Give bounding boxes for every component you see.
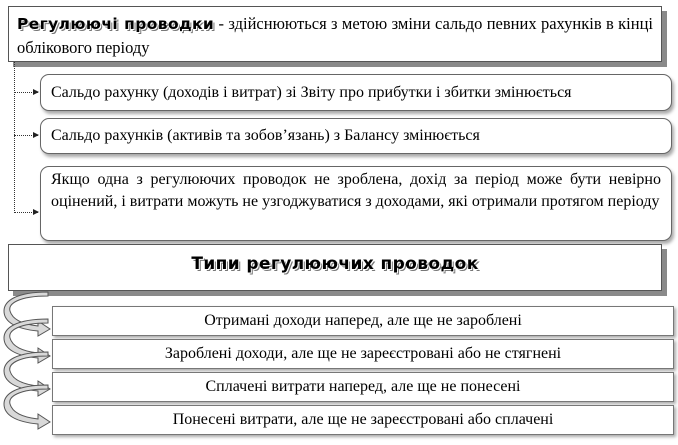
effect-text: Сальдо рахунків (активів та зобов’язань) з Балансу змінюється bbox=[51, 127, 480, 144]
type-item-unearned-revenue bbox=[52, 306, 674, 336]
type-item-text: Понесені витрати, але ще не зареєстровані або сплачені bbox=[172, 411, 554, 428]
type-item-text: Зароблені доходи, але ще не зареєстровані або не стягнені bbox=[164, 345, 562, 362]
type-item-text: Сплачені витрати наперед, але ще не понесені bbox=[205, 378, 521, 395]
type-item-accrued-revenue bbox=[52, 339, 674, 369]
effect-text: Якщо одна з регулюючих проводок не зроблена, дохід за період може бути невірно оцінений, і витрати можуть не узгоджуватися з доходами, які отримали протягом періоду bbox=[51, 171, 661, 210]
definition-text: - здійснюються з метою зміни сальдо певних рахунків в кінці облікового періоду bbox=[17, 14, 653, 57]
effect-box-balance-sheet bbox=[40, 118, 672, 154]
definition-box bbox=[8, 6, 662, 62]
types-heading: Типи регулюючих проводок bbox=[191, 254, 479, 274]
effect-box-missed-adjustment bbox=[40, 166, 672, 241]
definition-term: Регулюючі проводки bbox=[17, 15, 215, 33]
type-item-text: Отримані доходи наперед, але ще не зароблені bbox=[204, 312, 522, 329]
effect-text: Сальдо рахунку (доходів і витрат) зі Звіту про прибутки і збитки змінюється bbox=[51, 83, 572, 101]
effect-box-income-statement bbox=[40, 74, 672, 111]
curved-arrows bbox=[0, 0, 60, 445]
type-item-prepaid-expenses bbox=[52, 372, 674, 402]
types-heading-box bbox=[8, 244, 662, 291]
type-item-accrued-expenses bbox=[52, 405, 674, 435]
